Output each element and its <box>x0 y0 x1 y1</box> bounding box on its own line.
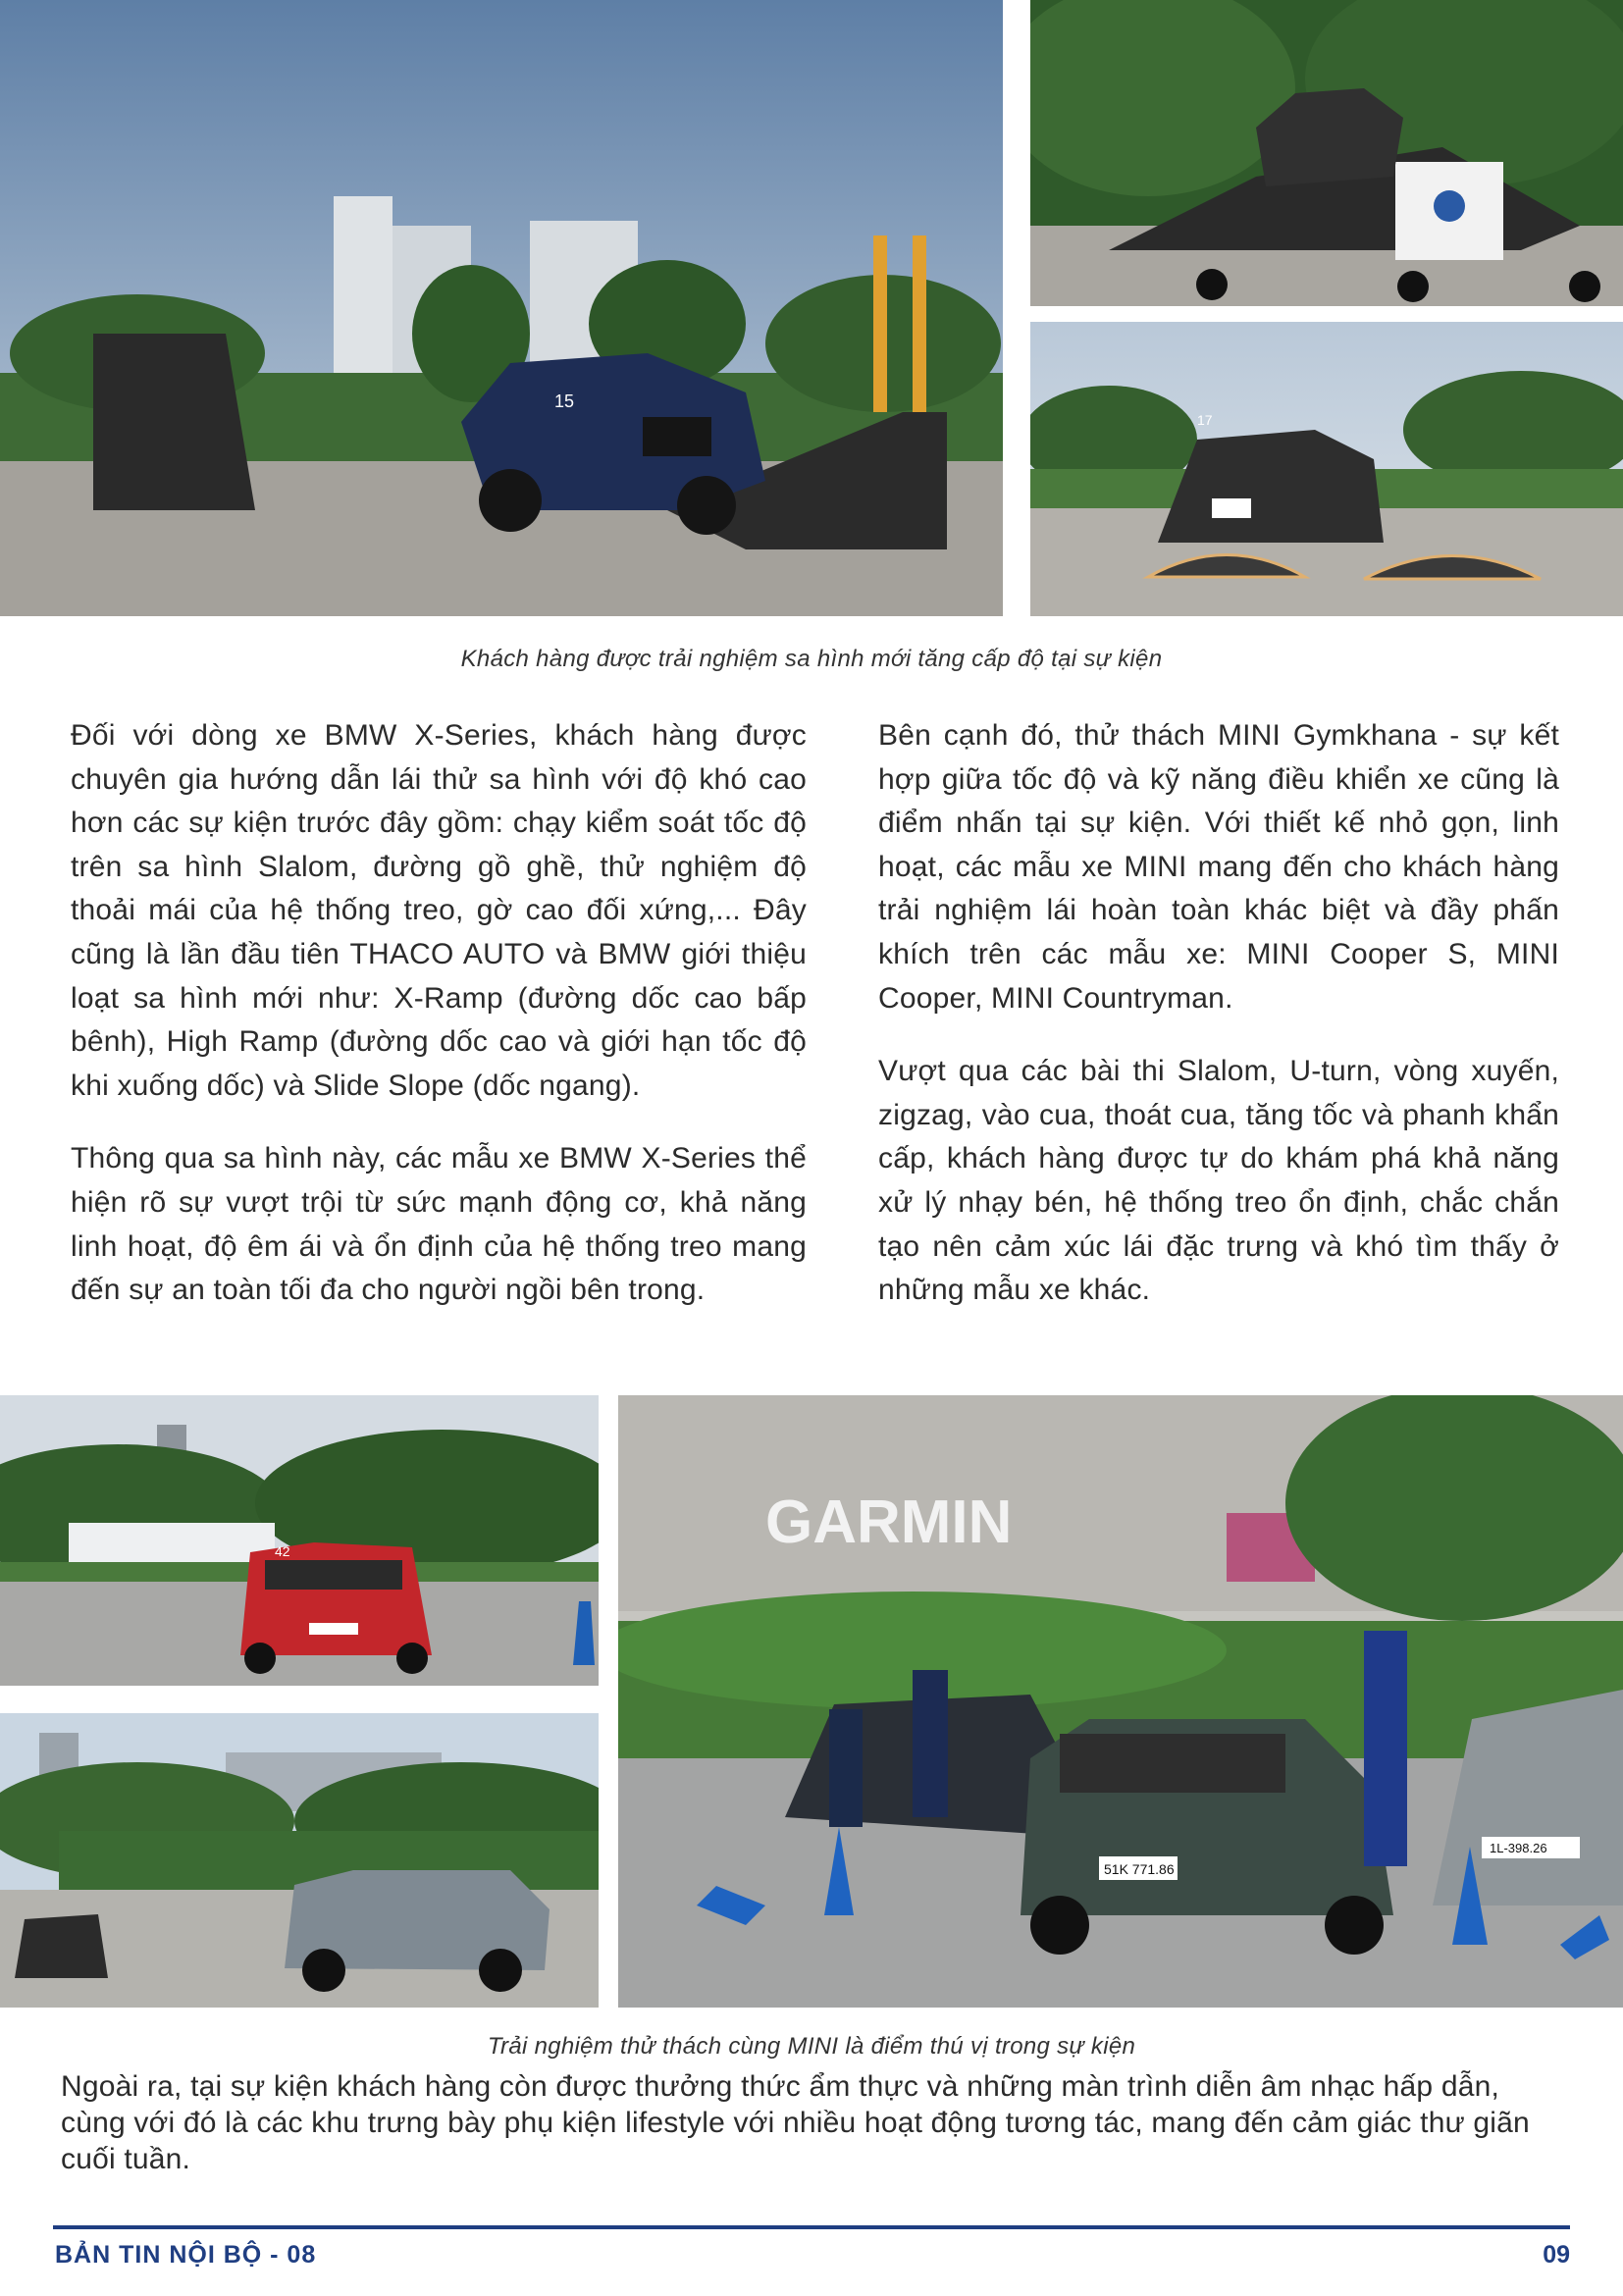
right-column <box>878 714 1559 1342</box>
page-number: 09 <box>1543 2241 1570 2269</box>
photo-bmw-high-ramp <box>1030 0 1623 306</box>
left-paragraph-1: Đối với dòng xe BMW X-Series, khách hàng được chuyên gia hướng dẫn lái thử sa hình với độ khó cao hơn các sự kiện trước đây gồm: chạy kiểm soát tốc độ trên sa hình Slalom, đường gồ ghề, thử nghiệm độ thoải mái của hệ thống treo, gờ cao đối xứng,... Đây cũng là lần đầu tiên THACO AUTO và BMW giới thiệu loạt sa hình mới như: X-Ramp (đường dốc cao bấp bênh), High Ramp (đường dốc cao và giới hạn tốc độ khi xuống dốc) và Slide Slope (dốc ngang). <box>71 719 807 1102</box>
garmin-sign: GARMIN <box>765 1488 1013 1556</box>
photo-bmw-x-ramp <box>0 0 1003 616</box>
plate-3: 1L-398.26 <box>1490 1841 1547 1855</box>
car-number-3: 42 <box>275 1543 290 1559</box>
left-column <box>71 714 807 1342</box>
right-paragraph-1: Bên cạnh đó, thử thách MINI Gymkhana - sự kết hợp giữa tốc độ và kỹ năng điều khiển xe cũng là điểm nhấn tại sự kiện. Với thiết kế nhỏ gọn, linh hoạt, các mẫu xe MINI mang đến cho khách hàng trải nghiệm lái hoàn toàn khác biệt và đầy phấn khích trên các mẫu xe: MINI Cooper S, MINI Cooper, MINI Countryman. <box>878 719 1559 1015</box>
footer-newsletter-title: BẢN TIN NỘI BỘ - 08 <box>55 2241 317 2269</box>
footer-divider <box>53 2225 1570 2229</box>
caption-bottom: Trải nghiệm thử thách cùng MINI là điểm thú vị trong sự kiện <box>487 2033 1136 2060</box>
closing-paragraph: Ngoài ra, tại sự kiện khách hàng còn được thưởng thức ẩm thực và những màn trình diễn âm nhạc hấp dẫn, cùng với đó là các khu trưng bày phụ kiện lifestyle với nhiều hoạt động tương tác, mang đến cảm giác thư giãn cuối tuần. <box>61 2070 1530 2175</box>
car-number-2: 17 <box>1197 412 1213 428</box>
car-number-1: 15 <box>554 391 575 411</box>
photo-red-mini <box>0 1395 599 1686</box>
right-paragraph-2: Vượt qua các bài thi Slalom, U-turn, vòng xuyến, zigzag, vào cua, thoát cua, tăng tốc và phanh khẩn cấp, khách hàng được tự do khám phá khả năng xử lý nhạy bén, hệ thống treo ổn định, chắc chắn tạo nên cảm xúc lái đặc trưng và khó tìm thấy ở những mẫu xe khác. <box>878 1055 1559 1307</box>
photo-mini-garmin <box>618 1395 1623 2008</box>
photo-bmw-bumps <box>1030 322 1623 616</box>
caption-top: Khách hàng được trải nghiệm sa hình mới tăng cấp độ tại sự kiện <box>460 646 1163 672</box>
left-paragraph-2: Thông qua sa hình này, các mẫu xe BMW X-Series thể hiện rõ sự vượt trội từ sức mạnh động cơ, khả năng linh hoạt, độ êm ái và ổn định của hệ thống treo mang đến sự an toàn tối đa cho người ngồi bên trong. <box>71 1142 807 1307</box>
plate-2: 51K 771.86 <box>1104 1861 1175 1877</box>
photo-mini-countryman <box>0 1713 599 2008</box>
